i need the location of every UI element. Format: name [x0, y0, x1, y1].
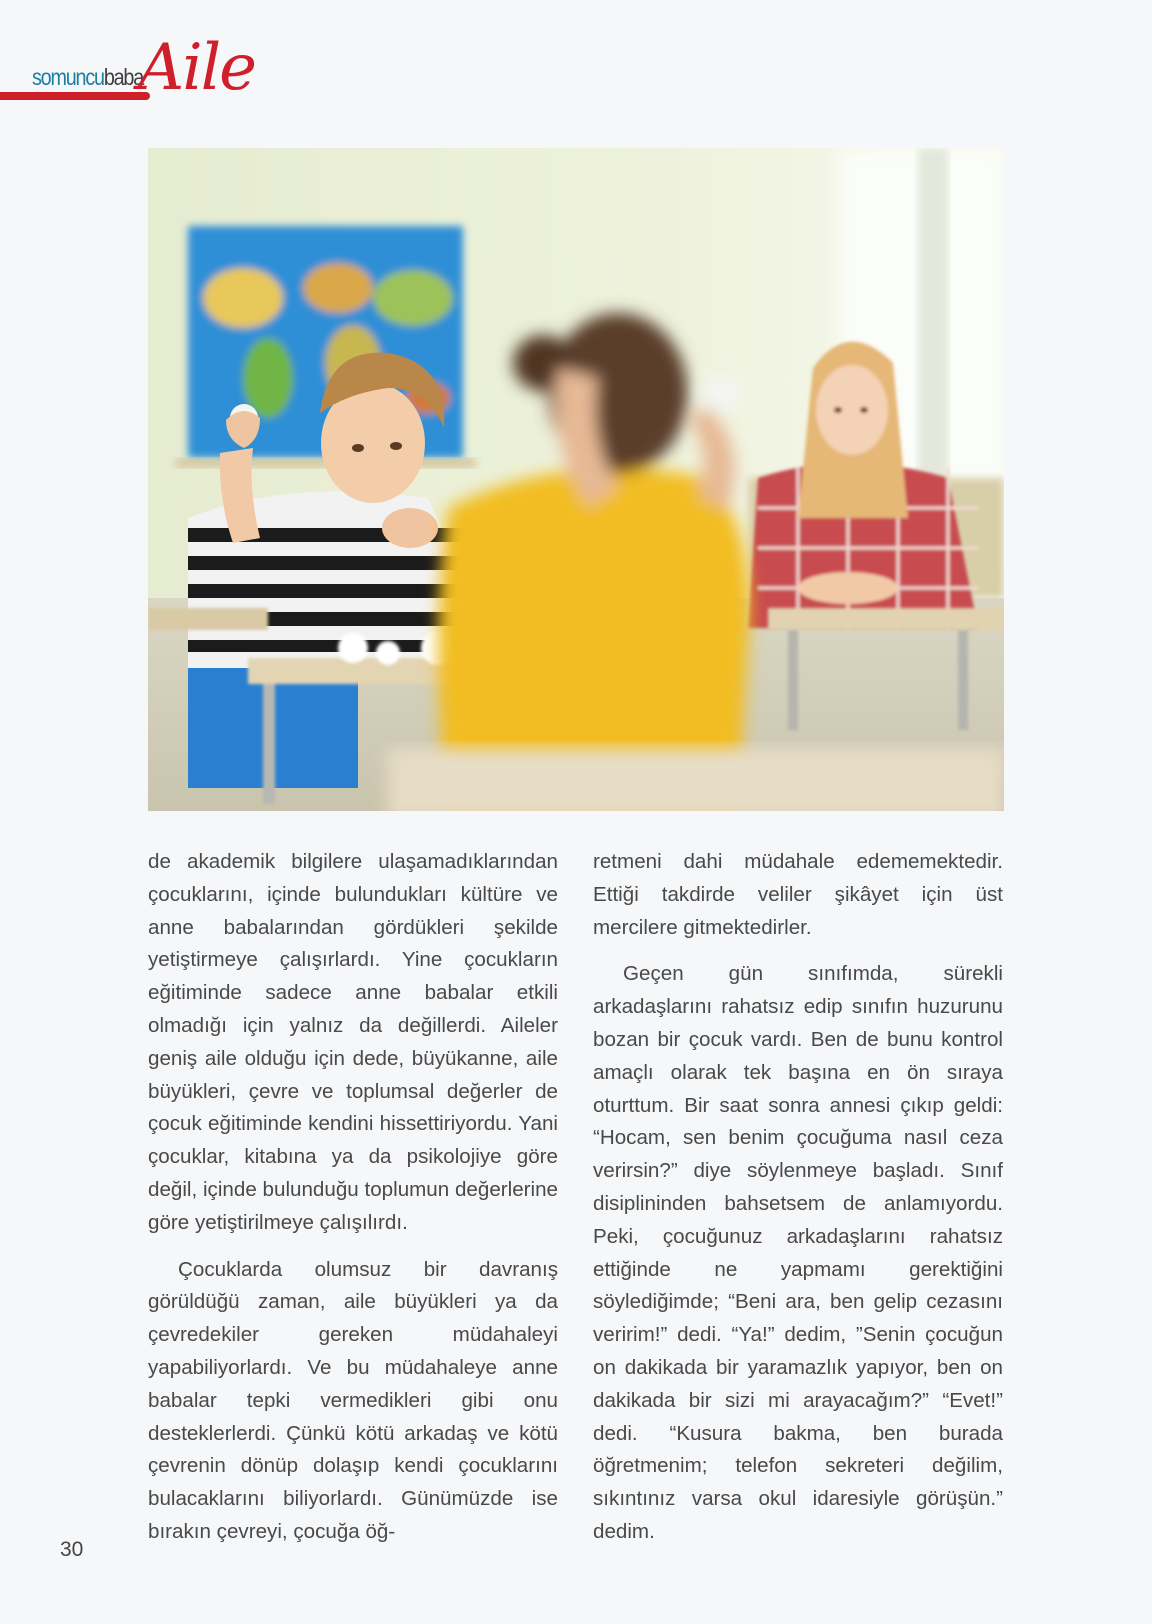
brand-logo-part2: baba [103, 64, 144, 90]
right-paragraph-1: retmeni dahi müdahale edememektedir. Ettiği takdirde veliler şikâyet için üst mercilere gitmektedirler. [593, 850, 1003, 939]
brand-logo [32, 64, 143, 91]
classroom-photo [148, 148, 1004, 811]
right-column [593, 846, 1003, 1549]
left-column [148, 846, 558, 1549]
classroom-illustration [148, 148, 1004, 811]
header-red-rule [0, 92, 150, 100]
section-title: Aile [138, 31, 256, 105]
left-paragraph-1: de akademik bilgilere ulaşamadıklarından çocuklarını, içinde bulundukları kültüre ve anne babalarından gördükleri şekilde yetiştirmeye çalışırlardı. Yine çocukların eğitiminde sadece anne babalar etkili olmadığı için yalnız da değillerdi. Aileler geniş aile olduğu için dede, büyükanne, aile büyükleri, çevre ve toplumsal değerler de çocuk eğitiminde kendini hissettiriyordu. Yani çocuklar, kitabına ya da psikolojiye göre değil, içinde bulunduğu toplumun değerlerine göre yetiştirilmeye çalışılırdı. [148, 850, 558, 1234]
magazine-header [0, 30, 260, 110]
right-paragraph-2: Geçen gün sınıfımda, sürekli arkadaşlarını rahatsız edip sınıfın huzurunu bozan bir çocuk vardı. Ben de bunu kontrol amaçlı olarak tek başına en ön sıraya oturttum. Bir saat sonra annesi çıkıp geldi: “Hocam, sen benim çocuğuma nasıl ceza verirsin?” diye söylenmeye başladı. Sınıf disiplininden bahsetsem de anlamıyordu. Peki, çocuğunuz arkadaşlarını rahatsız ettiğinde ne yapmamı gerektiğini söylediğimde; “Beni ara, ben gelip cezasını veririm!” dedi. “Ya!” dedim, ”Senin çocuğun on dakikada bir yaramazlık yapıyor, ben on dakikada bir sizi mi arayacağım?” “Evet!” dedi. “Kusura bakma, ben burada öğretmenim; telefon sekreteri değilim, sıkıntınız varsa okul idaresiyle görüşün.” dedim. [593, 962, 1003, 1543]
page-number: 30 [60, 1538, 84, 1561]
left-paragraph-2: Çocuklarda olumsuz bir davranış görüldüğü zaman, aile büyükleri ya da çevredekiler gereken müdahaleyi yapabiliyorlardı. Ve bu müdahaleye anne babalar tepki vermedikleri gibi onu desteklerlerdi. Çünkü kötü arkadaş ve kötü çevrenin dönüp dolaşıp kendi çocuklarını bulacaklarını biliyorlardı. Günümüzde ise bırakın çevreyi, çocuğa öğ- [148, 1257, 558, 1543]
brand-logo-part1: somuncu [32, 64, 104, 90]
